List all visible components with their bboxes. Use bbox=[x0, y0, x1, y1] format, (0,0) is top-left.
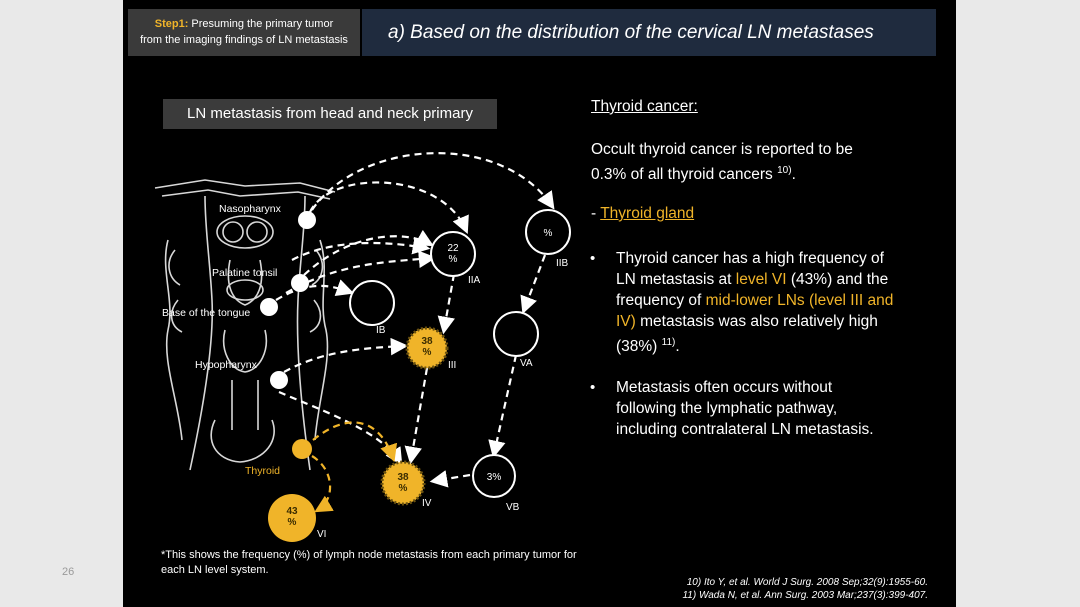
step-label: Step1: bbox=[154, 18, 189, 30]
va-label: VA bbox=[520, 358, 533, 369]
vb-value: 3% bbox=[486, 472, 502, 483]
level-ib bbox=[350, 281, 394, 336]
step-box bbox=[128, 9, 360, 56]
iv-value: 38 % bbox=[397, 472, 409, 494]
b1-l3a: frequency of bbox=[616, 292, 706, 309]
thyroid-gland-link[interactable]: Thyroid gland bbox=[600, 205, 695, 222]
label-base-of-tongue: Base of the tongue bbox=[162, 307, 251, 319]
vb-label: VB bbox=[506, 502, 520, 513]
bullet-dot-1: • bbox=[590, 250, 596, 267]
iv-label: IV bbox=[422, 498, 432, 509]
b1-line3 bbox=[616, 290, 893, 311]
level-iv bbox=[382, 462, 432, 509]
b1-l4a: IV) bbox=[616, 313, 636, 330]
iib-label: IIB bbox=[556, 258, 569, 269]
occult-line-2 bbox=[591, 160, 796, 185]
primary-sites bbox=[260, 211, 316, 459]
step-text-1: Presuming the primary tumor bbox=[188, 18, 334, 30]
references bbox=[682, 576, 928, 602]
level-iia bbox=[431, 232, 481, 286]
thyroid-heading: Thyroid cancer: bbox=[591, 98, 698, 115]
iii-label: III bbox=[448, 360, 457, 371]
b1-line2 bbox=[616, 269, 893, 290]
ib-label: IB bbox=[376, 325, 386, 336]
b1-l2a: LN metastasis at bbox=[616, 271, 736, 288]
bullet-2 bbox=[616, 377, 874, 440]
vi-label: VI bbox=[317, 529, 327, 540]
level-vi bbox=[268, 494, 326, 542]
thyroid-gland-line bbox=[591, 203, 694, 224]
reference-1: 10) Ito Y, et al. World J Surg. 2008 Sep;32(9):1955-60. bbox=[686, 577, 928, 588]
bullet-dot-2: • bbox=[590, 379, 596, 396]
diagram-title: LN metastasis from head and neck primary bbox=[163, 99, 497, 129]
iia-label: IIA bbox=[468, 275, 481, 286]
b1-l2c: (43%) and the bbox=[786, 271, 889, 288]
tongue-base-node bbox=[260, 298, 278, 316]
b1-l2b: level VI bbox=[735, 271, 787, 288]
step-line-2: from the imaging findings of LN metastasis bbox=[140, 34, 348, 46]
reference-2: 11) Wada N, et al. Ann Surg. 2003 Mar;237(3):399-407. bbox=[682, 590, 928, 601]
b1-l5: (38%) bbox=[616, 338, 658, 356]
label-hypopharynx: Hypopharynx bbox=[195, 359, 257, 371]
iia-value: 22 % bbox=[447, 243, 459, 265]
label-palatine-tonsil: Palatine tonsil bbox=[212, 267, 278, 279]
occult-text: 0.3% of all thyroid cancers bbox=[591, 166, 773, 184]
b2-line2: following the lymphatic pathway, bbox=[616, 400, 838, 417]
iib-value: % bbox=[543, 228, 553, 239]
b1-line1: Thyroid cancer has a high frequency of bbox=[616, 250, 884, 267]
nasopharynx-node bbox=[298, 211, 316, 229]
hypopharynx-node bbox=[270, 371, 288, 389]
label-thyroid: Thyroid bbox=[245, 465, 281, 477]
b1-ref: 11) bbox=[661, 337, 676, 348]
page-number: 26 bbox=[62, 566, 75, 578]
bullet-1 bbox=[616, 248, 893, 357]
step-line-1 bbox=[128, 16, 360, 32]
b1-line5 bbox=[616, 332, 893, 357]
occult-ref: 10) bbox=[777, 165, 792, 176]
occult-line-1: Occult thyroid cancer is reported to be bbox=[591, 141, 853, 158]
ln-diagram bbox=[123, 60, 596, 550]
occult-end: . bbox=[791, 166, 796, 184]
level-va bbox=[494, 312, 538, 369]
b1-line4 bbox=[616, 311, 893, 332]
diagram-footnote: *This shows the frequency (%) of lymph node metastasis from each primary tumor for each LN level system. bbox=[161, 549, 577, 576]
gland-prefix: - bbox=[591, 205, 601, 222]
b1-l3b: mid-lower LNs (level III and bbox=[705, 292, 894, 309]
level-vb bbox=[473, 455, 520, 513]
thyroid-node bbox=[292, 439, 312, 459]
b2-line1: Metastasis often occurs without bbox=[616, 379, 833, 396]
vi-value: 43 % bbox=[286, 506, 298, 528]
label-nasopharynx: Nasopharynx bbox=[219, 203, 281, 215]
b1-l4b: metastasis was also relatively high bbox=[635, 313, 878, 330]
b1-end: . bbox=[675, 338, 680, 356]
level-iib bbox=[526, 210, 570, 269]
level-iii bbox=[407, 328, 456, 371]
slide-title: a) Based on the distribution of the cervical LN metastases bbox=[362, 9, 936, 56]
b2-line3: including contralateral LN metastasis. bbox=[616, 421, 874, 438]
iii-value: 38 % bbox=[421, 336, 433, 358]
